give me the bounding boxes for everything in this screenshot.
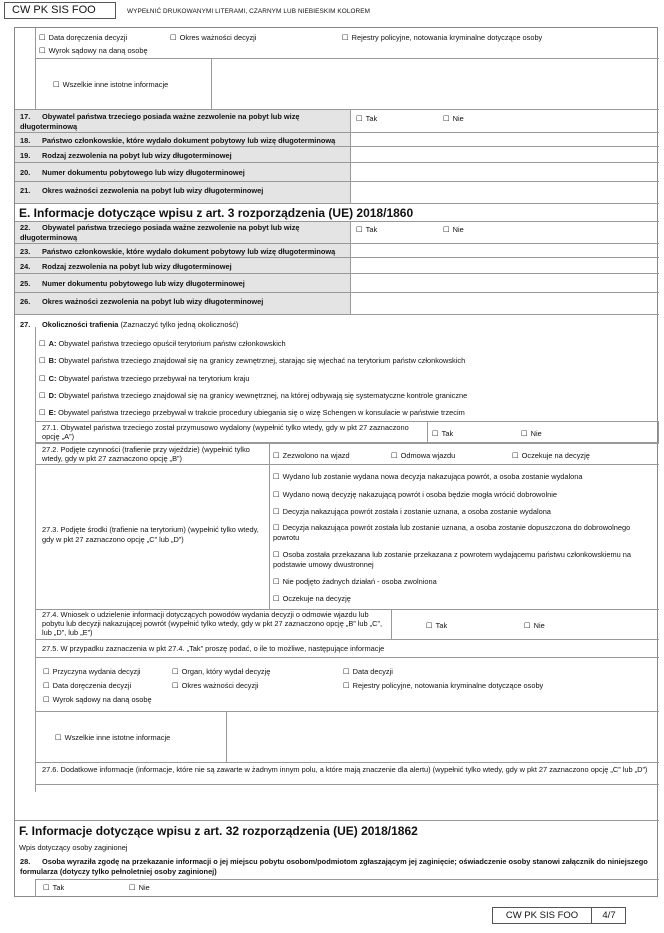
row-17: 17. Obywatel państwa trzeciego posiada ważne zezwolenie na pobyt lub wizę długoterminową — [20, 112, 300, 131]
form-page — [14, 27, 658, 897]
page-footer — [492, 907, 626, 924]
q27-5-data[interactable]: ☐ Data decyzji — [343, 667, 393, 676]
q27-4-label: 27.4. Wniosek o udzielenie informacji dotyczących powodów wydania decyzji o odmowie wjazdu lub pobytu lub decyzji nakazującej powrót (wypełnić tylko wtedy, gdy w pkt 27 zaznaczono opcję „B” lub „C”, lub „D”, lub „E”) — [42, 610, 382, 637]
q27-5-okres[interactable]: ☐ Okres ważności decyzji — [172, 681, 258, 690]
q27-2-odmowa[interactable]: ☐ Odmowa wjazdu — [391, 451, 455, 460]
q27-3-opt-3[interactable]: ☐ Decyzja nakazująca powrót została i zostanie uznana, a osoba zostanie wydalona — [273, 507, 551, 516]
q27-3-opt-4[interactable]: ☐ Decyzja nakazująca powrót została lub zostanie uznana, a osoba zostanie dopuszczona do dobrowolnego powrotu — [273, 523, 653, 543]
row-22-no[interactable]: ☐ Nie — [443, 225, 464, 234]
q28-label: 28. Osoba wyraziła zgodę na przekazanie informacji o jej miejscu pobytu osobom/podmiotom zgłaszającym jej zaginięcie; oświadczenie osoby stanowi załącznik do niniejszego formularza (dotyczy tylko pełnoletniej osoby zaginionej) — [20, 857, 648, 876]
fill-instruction: WYPEŁNIĆ DRUKOWANYMI LITERAMI, CZARNYM LUB NIEBIESKIM KOLOREM — [127, 8, 371, 15]
q28-yes[interactable]: ☐ Tak — [43, 883, 64, 892]
section-e-title: E. Informacje dotyczące wpisu z art. 3 rozporządzenia (UE) 2018/1860 — [19, 206, 414, 220]
row-17-no[interactable]: ☐ Nie — [443, 114, 464, 123]
q27-1-yes[interactable]: ☐ Tak — [432, 429, 453, 438]
row-23-field[interactable] — [351, 244, 658, 257]
q27-1-label: 27.1. Obywatel państwa trzeciego został przymusowo wydalony (wypełnić tylko wtedy, gdy w pkt 27 zaznaczono opcję „A”) — [42, 423, 409, 441]
q27-5-inne[interactable]: ☐ Wszelkie inne istotne informacje — [55, 733, 170, 742]
row-21-field[interactable] — [351, 182, 658, 203]
q27-3-opt-1[interactable]: ☐ Wydano lub zostanie wydana nowa decyzja nakazująca powrót, a osoba zostanie wydalona — [273, 472, 583, 481]
q27-option-d[interactable]: ☐ D: Obywatel państwa trzeciego znajdował się na granicy wewnętrznej, na której odbywają się systematyczne kontrole graniczne — [39, 391, 467, 400]
q27-option-c[interactable]: ☐ C: Obywatel państwa trzeciego przebywał na terytorium kraju — [39, 374, 250, 383]
checkbox-okres-waznosci[interactable]: ☐ Okres ważności decyzji — [170, 33, 256, 42]
page-header — [0, 0, 664, 20]
row-25-field[interactable] — [351, 274, 658, 292]
q27-5-label: 27.5. W przypadku zaznaczenia w pkt 27.4. „Tak” proszę podać, o ile to możliwe, następujące informacje — [42, 644, 385, 653]
section-f-title: F. Informacje dotyczące wpisu z art. 32 rozporządzenia (UE) 2018/1862 — [19, 824, 418, 838]
q27-6-label: 27.6. Dodatkowe informacje (informacje, które nie są zawarte w żadnym innym polu, a które mają znaczenie dla alertu) (wypełnić tylko wtedy, gdy w pkt 27 zaznaczono opcję „C” lub „D”) — [42, 765, 648, 774]
footer-form-code: CW PK SIS FOO — [493, 908, 592, 923]
q28-no[interactable]: ☐ Nie — [129, 883, 150, 892]
form-code: CW PK SIS FOO — [4, 2, 116, 19]
q27-3-label: 27.3. Podjęte środki (trafienie na terytorium) (wypełnić tylko wtedy, gdy w pkt 27 zaznaczono opcję „C” lub „D”) — [42, 525, 259, 544]
row-19-field[interactable] — [351, 147, 658, 162]
row-20: 20. Numer dokumentu pobytowego lub wizy długoterminowej — [20, 168, 245, 177]
row-25: 25. Numer dokumentu pobytowego lub wizy długoterminowej — [20, 279, 245, 288]
row-19: 19. Rodzaj zezwolenia na pobyt lub wizy długoterminowej — [20, 151, 232, 160]
q27-option-b[interactable]: ☐ B: Obywatel państwa trzeciego znajdował się na granicy zewnętrznej, starając się wjechać na terytorium państw członkowskich — [39, 356, 465, 365]
checkbox-data-doreczenia[interactable]: ☐ Data doręczenia decyzji — [39, 33, 127, 42]
checkbox-rejestry[interactable]: ☐ Rejestry policyjne, notowania kryminalne dotyczące osoby — [342, 33, 542, 42]
row-18: 18. Państwo członkowskie, które wydało dokument pobytowy lub wizę długoterminową — [20, 136, 336, 145]
q27-option-a[interactable]: ☐ A: Obywatel państwa trzeciego opuścił terytorium państw członkowskich — [39, 339, 286, 348]
q27-3-opt-7[interactable]: ☐ Oczekuje na decyzję — [273, 594, 351, 603]
row-26-field[interactable] — [351, 293, 658, 314]
row-20-field[interactable] — [351, 163, 658, 181]
row-24-field[interactable] — [351, 258, 658, 273]
inne-informacje-field[interactable] — [212, 59, 658, 109]
page-number: 4/7 — [602, 910, 616, 921]
q27-5-przyczyna[interactable]: ☐ Przyczyna wydania decyzji — [43, 667, 141, 676]
q27-4-no[interactable]: ☐ Nie — [524, 621, 545, 630]
section-f-subtitle: Wpis dotyczący osoby zaginionej — [19, 843, 128, 852]
checkbox-wyrok[interactable]: ☐ Wyrok sądowy na daną osobę — [39, 46, 148, 55]
q27-4-yes[interactable]: ☐ Tak — [426, 621, 447, 630]
row-23: 23. Państwo członkowskie, które wydało dokument pobytowy lub wizę długoterminową — [20, 247, 336, 256]
q27-3-opt-2[interactable]: ☐ Wydano nową decyzję nakazującą powrót i osoba będzie mogła wrócić dobrowolnie — [273, 490, 557, 499]
row-22: 22. Obywatel państwa trzeciego posiada ważne zezwolenie na pobyt lub wizę długoterminową — [20, 223, 300, 242]
q27-5-inne-field[interactable] — [227, 712, 658, 762]
q27-3-opt-6[interactable]: ☐ Nie podjęto żadnych działań - osoba zwolniona — [273, 577, 437, 586]
q27-1-no[interactable]: ☐ Nie — [521, 429, 542, 438]
row-26: 26. Okres ważności zezwolenia na pobyt lub wizy długoterminowej — [20, 297, 264, 306]
q27-5-organ[interactable]: ☐ Organ, który wydał decyzję — [172, 667, 270, 676]
q27-2-zezwolono[interactable]: ☐ Zezwolono na wjazd — [273, 451, 350, 460]
row-24: 24. Rodzaj zezwolenia na pobyt lub wizy długoterminowej — [20, 262, 232, 271]
row-17-yes[interactable]: ☐ Tak — [356, 114, 377, 123]
q27-3-opt-5[interactable]: ☐ Osoba została przekazana lub zostanie przekazana z powrotem wydającemu państwu członkowskiemu na podstawie umowy dwustronnej — [273, 550, 653, 570]
row-21: 21. Okres ważności zezwolenia na pobyt lub wizy długoterminowej — [20, 186, 264, 195]
row-22-yes[interactable]: ☐ Tak — [356, 225, 377, 234]
q27-5-rejestry[interactable]: ☐ Rejestry policyjne, notowania kryminalne dotyczące osoby — [343, 681, 543, 690]
checkbox-inne-informacje[interactable]: ☐ Wszelkie inne istotne informacje — [53, 80, 168, 89]
q27-option-e[interactable]: ☐ E: Obywatel państwa trzeciego przebywał w trakcie procedury ubiegania się o wizę Schengen w konsulacie w państwie trzecim — [39, 408, 465, 417]
q27-5-data-doreczenia[interactable]: ☐ Data doręczenia decyzji — [43, 681, 131, 690]
q27-5-wyrok[interactable]: ☐ Wyrok sądowy na daną osobę — [43, 695, 152, 704]
q27-2-label: 27.2. Podjęte czynności (trafienie przy wjeździe) (wypełnić tylko wtedy, gdy w pkt 27 zaznaczono opcję „B”) — [42, 445, 250, 463]
q27-2-oczekuje[interactable]: ☐ Oczekuje na decyzję — [512, 451, 590, 460]
row-18-field[interactable] — [351, 133, 658, 146]
q27-label: 27. Okoliczności trafienia (Zaznaczyć tylko jedną okoliczność) — [20, 320, 239, 329]
q27-6-field[interactable] — [36, 785, 658, 820]
